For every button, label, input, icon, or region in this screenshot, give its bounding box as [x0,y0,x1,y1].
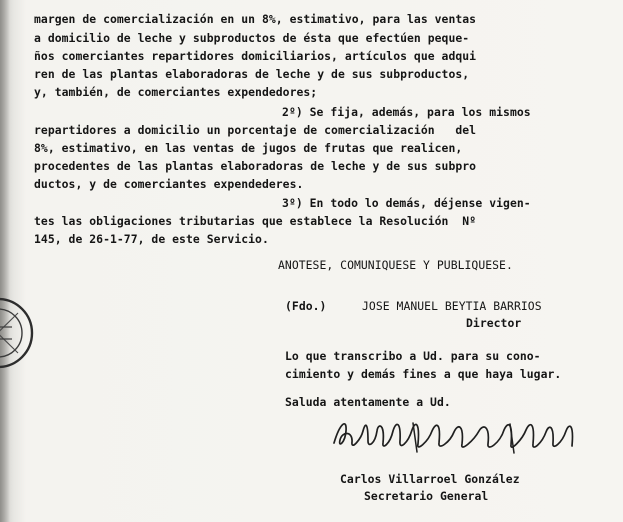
paragraph-2-line-3: 8%, estimativo, en las ventas de jugos de frutas que realicen, [34,141,463,155]
paragraph-2-line-1: 2º) Se fija, además, para los mismos [282,105,531,119]
paragraph-1-line-5: y, también, de comerciantes expendedores; [34,85,318,99]
signed-label: (Fdo.) [285,299,327,313]
director-title: Director [466,316,522,330]
handwritten-signature [330,413,582,461]
paragraph-2-line-5: ductos, y de comerciantes expendederes. [34,177,304,191]
paragraph-1-line-3: ños comerciantes repartidores domiciliarios, artículos que adqui [34,49,477,63]
paragraph-1-line-4: ren de las plantas elaboradoras de leche y de sus subproductos, [34,67,470,81]
paragraph-2-line-2: repartidores a domicilio un porcentaje de comercialización del [34,123,477,137]
paragraph-1-line-1: margen de comercialización en un 8%, estimativo, para las ventas [34,12,477,26]
secretary-name: Carlos Villarroel González [340,472,520,486]
paragraph-3-line-2: tes las obligaciones tributarias que establece la Resolución Nº [34,214,477,228]
official-stamp-seal [0,284,34,382]
transcription-line-1: Lo que transcribo a Ud. para su cono- [285,349,541,363]
greeting-line: Saluda atentamente a Ud. [285,395,451,409]
transcription-line-2: cimiento y demás fines a que haya lugar. [285,367,562,381]
paragraph-2-line-4: procedentes de las plantas elaboradoras de leche y de sus subpro [34,159,477,173]
paragraph-3-line-3: 145, de 26-1-77, de este Servicio. [34,232,269,246]
secretary-title: Secretario General [364,489,489,503]
paragraph-3-line-1: 3º) En todo lo demás, déjense vigen- [282,196,531,210]
closing-order: ANOTESE, COMUNIQUESE Y PUBLIQUESE. [278,258,513,272]
paragraph-1-line-2: a domicilio de leche y subproductos de ésta que efectúen peque- [34,31,470,45]
page-edge-shadow [0,0,10,522]
director-name: JOSE MANUEL BEYTIA BARRIOS [362,299,542,313]
